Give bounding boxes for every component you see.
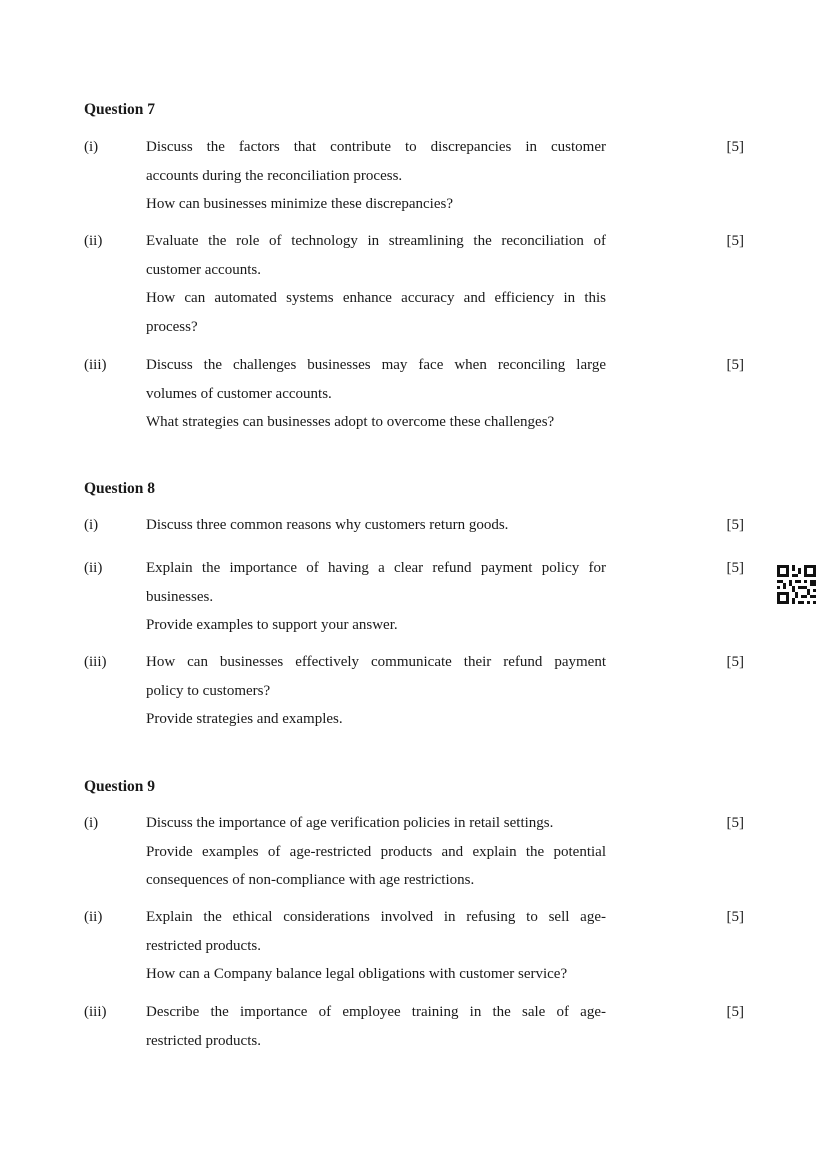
text-line: Explain the importance of having a clear refund payment policy for bbox=[146, 560, 606, 576]
text-line: Explain the ethical considerations involved in refusing to sell age- bbox=[146, 909, 606, 925]
part-text bbox=[146, 648, 606, 734]
part-number: (ii) bbox=[84, 233, 103, 249]
part-text bbox=[146, 227, 606, 342]
text-line: restricted products. bbox=[146, 1032, 261, 1049]
question-7-title: Question 7 bbox=[84, 101, 156, 118]
part-number: (iii) bbox=[84, 654, 107, 670]
part-number: (i) bbox=[84, 815, 99, 831]
marks: [5] bbox=[726, 233, 744, 249]
marks: [5] bbox=[726, 560, 744, 576]
text-line: Describe the importance of employee training in the sale of age- bbox=[146, 1004, 606, 1020]
part-number: (i) bbox=[84, 139, 99, 155]
part-number: (ii) bbox=[84, 560, 103, 576]
text-line: How can businesses effectively communicate their refund payment bbox=[146, 654, 606, 670]
part-number: (iii) bbox=[84, 1004, 107, 1020]
marks: [5] bbox=[726, 517, 744, 533]
text-line: Discuss the factors that contribute to discrepancies in customer bbox=[146, 139, 606, 155]
part-number: (ii) bbox=[84, 909, 103, 925]
marks: [5] bbox=[726, 357, 744, 373]
part-text bbox=[146, 903, 606, 989]
text-line: policy to customers? bbox=[146, 682, 271, 699]
text-line: How can businesses minimize these discrepancies? bbox=[146, 196, 453, 213]
text-line: volumes of customer accounts. bbox=[146, 385, 332, 402]
text-line: accounts during the reconciliation process. bbox=[146, 167, 403, 184]
text-line: Evaluate the role of technology in streamlining the reconciliation of bbox=[146, 233, 606, 249]
part-number: (i) bbox=[84, 517, 99, 533]
qr-code bbox=[777, 565, 816, 604]
text-line: consequences of non-compliance with age restrictions. bbox=[146, 872, 475, 889]
part-text bbox=[146, 809, 606, 895]
text-line: How can automated systems enhance accuracy and efficiency in this bbox=[146, 290, 606, 307]
question-8-title: Question 8 bbox=[84, 480, 156, 497]
text-line: Provide examples of age-restricted products and explain the potential bbox=[146, 843, 606, 860]
text-line: Discuss three common reasons why customers return goods. bbox=[146, 517, 509, 533]
marks: [5] bbox=[726, 139, 744, 155]
text-line: Provide strategies and examples. bbox=[146, 711, 343, 728]
text-line: Provide examples to support your answer. bbox=[146, 617, 398, 634]
text-line: customer accounts. bbox=[146, 261, 261, 278]
part-text bbox=[146, 351, 606, 437]
text-line: restricted products. bbox=[146, 937, 261, 954]
text-line: What strategies can businesses adopt to overcome these challenges? bbox=[146, 414, 555, 431]
part-text bbox=[146, 998, 606, 1055]
part-text bbox=[146, 133, 606, 219]
text-line: Discuss the importance of age verification policies in retail settings. bbox=[146, 815, 554, 831]
marks: [5] bbox=[726, 654, 744, 670]
marks: [5] bbox=[726, 1004, 744, 1020]
marks: [5] bbox=[726, 909, 744, 925]
question-9-title: Question 9 bbox=[84, 778, 156, 795]
text-line: process? bbox=[146, 319, 198, 336]
part-text bbox=[146, 554, 606, 640]
text-line: Discuss the challenges businesses may face when reconciling large bbox=[146, 357, 606, 373]
text-line: businesses. bbox=[146, 588, 214, 605]
part-number: (iii) bbox=[84, 357, 107, 373]
part-text bbox=[146, 511, 606, 540]
text-line: How can a Company balance legal obligations with customer service? bbox=[146, 966, 568, 983]
marks: [5] bbox=[726, 815, 744, 831]
